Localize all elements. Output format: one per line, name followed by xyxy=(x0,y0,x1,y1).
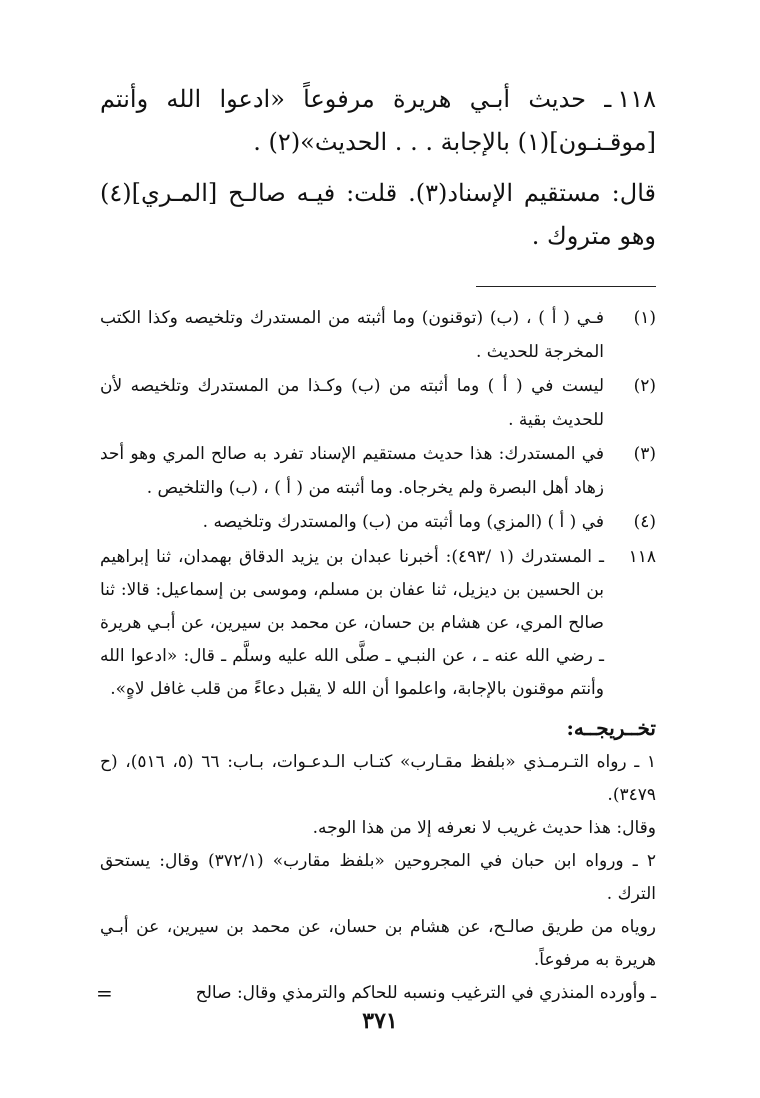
footnote-number: (١) xyxy=(633,308,656,328)
footnote-text: فـي ( أ ) ، (ب) (توقنون) وما أثبته من المستدرك وتلخيصه وكذا الكتب المخرجة للحديث . xyxy=(100,308,604,362)
page-number: ٣٧١ xyxy=(362,1008,398,1034)
takhrij-note: وقال: هذا حديث غريب لا نعرفه إلا من هذا الوجه. xyxy=(312,818,656,838)
hadith-paragraph xyxy=(100,78,656,164)
footnote xyxy=(100,301,656,369)
source-number: ١١٨ xyxy=(628,547,656,567)
takhrij-item: ٢ ـ ورواه ابن حبان في المجروحين «بلفظ مقارب» (٣٧٢/١) وقال: يستحق الترك . xyxy=(100,851,656,904)
source-isnad xyxy=(100,541,656,706)
page-content xyxy=(96,78,656,1068)
footnote-separator xyxy=(476,286,656,287)
takhrij-item xyxy=(96,977,656,1010)
takhrij-heading: تخــريجــه: xyxy=(566,716,656,740)
footnote-number: (٢) xyxy=(633,376,656,396)
footnote xyxy=(100,505,656,539)
footnote-number: (٤) xyxy=(633,512,656,532)
footnote xyxy=(100,369,656,437)
takhrij-item: ١ ـ رواه التـرمـذي «بلفظ مقـارب» كتـاب الـدعـوات، بـاب: ٦٦ (٥، ٥١٦)، (ح ٣٤٧٩). xyxy=(100,752,656,805)
footnote-text: في المستدرك: هذا حديث مستقيم الإسناد تفرد به صالح المري وهو أحد زهاد أهل البصرة ولم يخرجاه. وما أثبته من ( أ ) ، (ب) والتلخيص . xyxy=(100,444,604,498)
continuation-mark: = xyxy=(96,981,113,1005)
footnote xyxy=(100,437,656,505)
footnote-number: (٣) xyxy=(633,444,656,464)
hadith-number: ١١٨ xyxy=(617,85,656,113)
takhrij-item-text: ـ وأورده المنذري في الترغيب ونسبه للحاكم والترمذي وقال: صالح xyxy=(195,983,656,1003)
takhrij-note: روياه من طريق صالـح، عن هشام بن حسان، عن محمد بن سيرين، عن أبـي هريرة به مرفوعاً. xyxy=(100,917,656,970)
footnote-text: في ( أ ) (المزي) وما أثبته من (ب) والمستدرك وتلخيصه . xyxy=(202,512,604,532)
source-text: ـ المستدرك (١ /٤٩٣): أخبرنا عبدان بن يزيد الدقاق بهمدان، ثنا إبراهيم بن الحسين بن ديزيل، ثنا عفان بن مسلم، وموسى بن إسماعيل: قالا: ثنا صالح المري، عن هشام بن حسان، عن محمد بن سيرين، عن أبـي هريرة ـ رضي الله عنه ـ ، عن النبـي ـ صلَّى الله عليه وسلَّم ـ قال: «ادعوا الله وأنتم موقنون بالإجابة، واعلموا أن الله لا يقبل دعاءً من قلب غافل لاهٍ». xyxy=(100,547,604,699)
footnote-text: ليست في ( أ ) وما أثبته من (ب) وكـذا من المستدرك وتلخيصه لأن للحديث بقية . xyxy=(100,376,604,430)
hakim-comment: قال: مستقيم الإسناد(٣). قلت: فيـه صالـح [المـري](٤) وهو متروك . xyxy=(100,179,656,250)
hadith-text: ـ حديث أبـي هريرة مرفوعاً «ادعوا الله وأنتم [موقـنـون](١) بالإجابة . . . الحديث»(٢) . xyxy=(100,85,656,156)
